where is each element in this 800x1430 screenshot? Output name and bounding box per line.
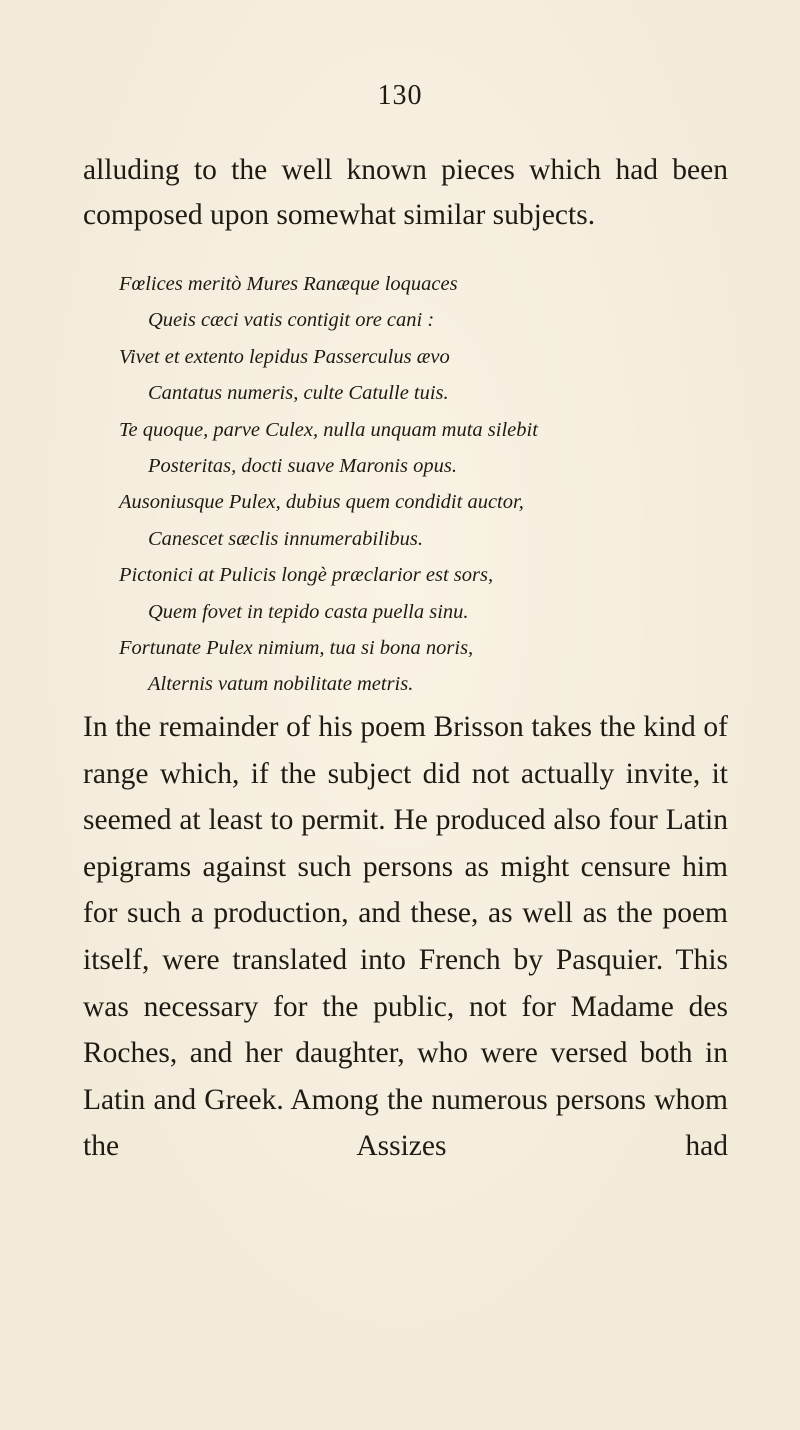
verse-line: Te quoque, parve Culex, nulla unquam muta silebit [119,418,538,441]
body-paragraph: In the remainder of his poem Brisson takes the kind of range which, if the subject did not actually invite, it seemed at least to permit. He produced also four Latin epigrams against such persons as might censure him for such a production, and these, as well as the poem itself, were translated into French by Pasquier. This was necessary for the public, not for Madame des Roches, and her daughter, who were versed both in Latin and Greek. Among the numerous persons whom the Assizes had [83,711,728,1163]
intro-paragraph: alluding to the well known pieces which had been composed upon somewhat similar subjects. [83,154,728,231]
verse-line: Vivet et extento lepidus Passerculus ævo [119,345,450,368]
latin-verse [0,266,800,703]
verse-line: Cantatus numeris, culte Catulle tuis. [148,382,449,405]
verse-line: Posteritas, docti suave Maronis opus. [148,455,458,478]
verse-line: Canescet sæclis innumerabilibus. [148,527,424,550]
verse-line: Alternis vatum nobilitate metris. [148,673,414,696]
verse-line: Queis cæci vatis contigit ore cani : [148,309,435,332]
verse-line: Pictonici at Pulicis longè præclarior est sors, [119,564,494,587]
verse-line: Ausoniusque Pulex, dubius quem condidit auctor, [119,491,524,514]
verse-line: Quem fovet in tepido casta puella sinu. [148,600,469,623]
verse-line: Fortunate Pulex nimium, tua si bona noris, [119,637,474,660]
verse-line: Fœlices meritò Mures Ranæque loquaces [119,273,458,295]
page-number: 130 [377,80,423,111]
